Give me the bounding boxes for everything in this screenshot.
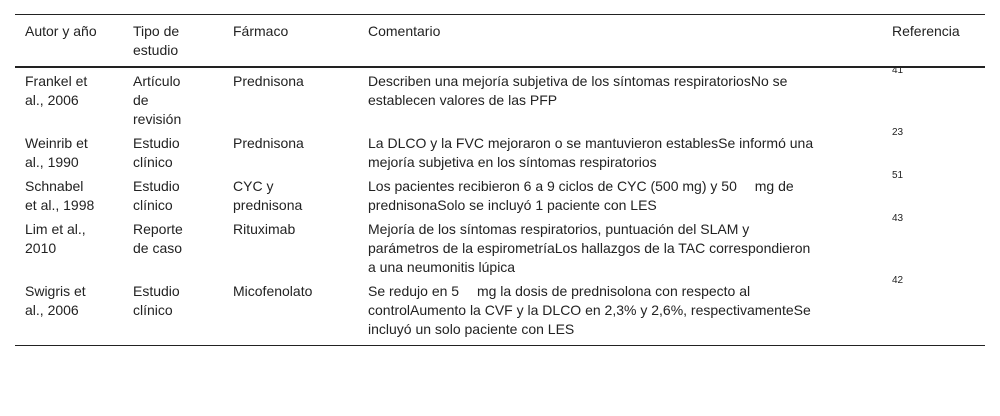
type-text: Reporte de caso bbox=[133, 221, 183, 256]
type-text: Estudio clínico bbox=[133, 135, 180, 170]
cell-drug bbox=[223, 173, 358, 216]
reference-link[interactable]: 23 bbox=[892, 127, 904, 138]
header-drug: Fármaco bbox=[233, 23, 289, 39]
author-text: Weinrib et al., 1990 bbox=[25, 135, 88, 170]
drug-text: CYC y prednisona bbox=[233, 178, 303, 213]
studies-table bbox=[15, 14, 985, 346]
reference-link[interactable]: 51 bbox=[892, 170, 904, 181]
cell-drug bbox=[223, 278, 358, 346]
cell-author bbox=[15, 278, 123, 346]
table-row bbox=[15, 173, 985, 216]
cell-drug bbox=[223, 216, 358, 278]
cell-author bbox=[15, 67, 123, 130]
header-label: Autor y año bbox=[25, 23, 97, 39]
cell-type bbox=[123, 278, 223, 346]
table-row bbox=[15, 216, 985, 278]
cell-reference bbox=[882, 213, 985, 278]
table-row bbox=[15, 130, 985, 173]
type-text: Estudio clínico bbox=[133, 283, 180, 318]
header-type bbox=[123, 15, 223, 68]
cell-reference bbox=[882, 127, 985, 173]
cell-drug bbox=[223, 130, 358, 173]
reference-link[interactable]: 43 bbox=[892, 213, 904, 224]
header-comment: Comentario bbox=[368, 23, 441, 39]
cell-comment bbox=[358, 67, 882, 130]
cell-comment bbox=[358, 216, 882, 278]
cell-author bbox=[15, 216, 123, 278]
drug-text: Rituximab bbox=[233, 221, 296, 237]
comment-text: La DLCO y la FVC mejoraron o se mantuvieron establesSe informó una mejoría subjetiva en los síntomas respiratorios bbox=[368, 135, 814, 170]
table-header-row bbox=[15, 15, 985, 68]
header-author bbox=[15, 15, 123, 68]
cell-type bbox=[123, 130, 223, 173]
cell-comment bbox=[358, 173, 882, 216]
drug-text: Micofenolato bbox=[233, 283, 313, 299]
cell-type bbox=[123, 67, 223, 130]
cell-comment bbox=[358, 130, 882, 173]
drug-text: Prednisona bbox=[233, 135, 304, 151]
author-text: Schnabel et al., 1998 bbox=[25, 178, 95, 213]
cell-author bbox=[15, 130, 123, 173]
reference-link[interactable]: 41 bbox=[892, 65, 904, 76]
table-row bbox=[15, 67, 985, 130]
table-row bbox=[15, 278, 985, 346]
comment-text: Se redujo en 5 mg la dosis de prednisolona con respecto al controlAumento la CVF y la DLCO en 2,3% y 2,6%, respectivamenteSe incluyó un solo paciente con LES bbox=[368, 283, 811, 337]
author-text: Swigris et al., 2006 bbox=[25, 283, 86, 318]
type-text: Artículo de revisión bbox=[133, 73, 182, 127]
author-text: Lim et al., 2010 bbox=[25, 221, 86, 256]
type-text: Estudio clínico bbox=[133, 178, 180, 213]
cell-drug bbox=[223, 67, 358, 130]
cell-type bbox=[123, 173, 223, 216]
cell-author bbox=[15, 173, 123, 216]
comment-text: Mejoría de los síntomas respiratorios, puntuación del SLAM y parámetros de la espirometríaLos hallazgos de la TAC correspondieron a una neumonitis lúpica bbox=[368, 221, 811, 275]
reference-link[interactable]: 42 bbox=[892, 275, 904, 286]
cell-comment bbox=[358, 278, 882, 346]
cell-reference bbox=[882, 67, 985, 130]
header-label: Tipo de estudio bbox=[133, 23, 180, 58]
comment-text: Los pacientes recibieron 6 a 9 ciclos de CYC (500 mg) y 50 mg de prednisonaSolo se incluyó 1 paciente con LES bbox=[368, 178, 794, 213]
author-text: Frankel et al., 2006 bbox=[25, 73, 88, 108]
drug-text: Prednisona bbox=[233, 73, 304, 89]
cell-reference bbox=[882, 170, 985, 216]
comment-text: Describen una mejoría subjetiva de los síntomas respiratoriosNo se establecen valores de las PFP bbox=[368, 73, 788, 108]
cell-type bbox=[123, 216, 223, 278]
cell-reference bbox=[882, 275, 985, 346]
header-reference: Referencia bbox=[892, 23, 960, 39]
